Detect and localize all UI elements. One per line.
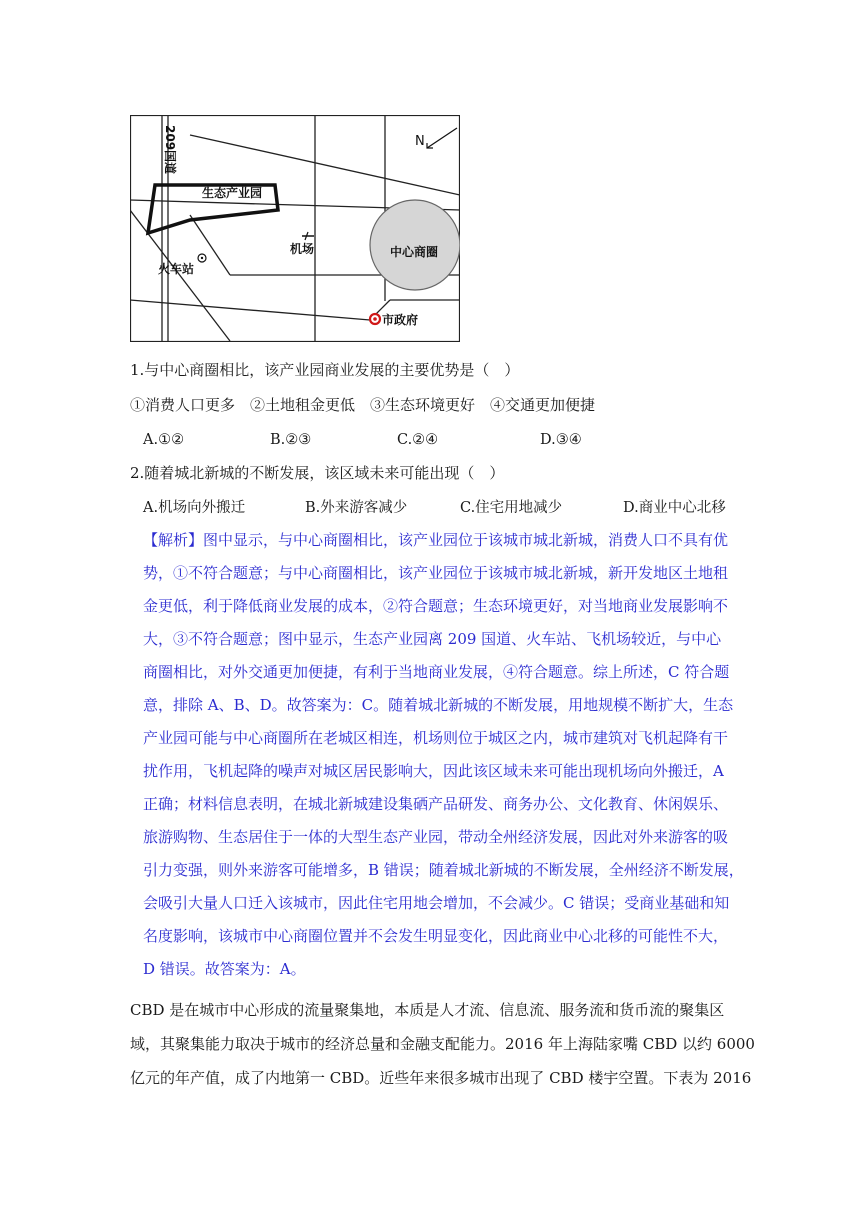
q1-option-b[interactable]: B.②③ <box>270 432 312 448</box>
analysis-line: 产业园可能与中心商圈所在老城区相连，机场则位于城区之内，城市建筑对飞机起降有干 <box>143 729 729 747</box>
q1-items: ①消费人口更多 ②土地租金更低 ③生态环境更好 ④交通更加便捷 <box>130 396 596 414</box>
q1-option-c[interactable]: C.②④ <box>397 432 439 448</box>
analysis-line: 大，③不符合题意；图中显示，生态产业园离 209 国道、火车站、飞机场较近，与中心 <box>143 630 722 648</box>
analysis-line: 旅游购物、生态居住于一体的大型生态产业园，带动全州经济发展，因此对外来游客的吸 <box>143 828 729 846</box>
analysis-line: 会吸引大量人口迁入该城市，因此住宅用地会增加，不会减少。C 错误；受商业基础和知 <box>143 894 730 912</box>
government-icon <box>370 314 380 324</box>
q2-option-b[interactable]: B.外来游客减少 <box>305 500 408 516</box>
q2-option-a[interactable]: A.机场向外搬迁 <box>143 500 246 516</box>
q1-options <box>130 430 750 450</box>
analysis-line: 意，排除 A、B、D。故答案为：C。随着城北新城的不断发展，用地规模不断扩大，生态 <box>143 696 734 714</box>
q1-option-d[interactable]: D.③④ <box>540 432 582 448</box>
government-label: 市政府 <box>382 313 419 327</box>
q2-options <box>130 498 750 518</box>
q2-option-c[interactable]: C.住宅用地减少 <box>460 500 563 516</box>
analysis-line: 扰作用，飞机起降的噪声对城区居民影响大，因此该区域未来可能出现机场向外搬迁，A <box>143 762 724 780</box>
cbd-paragraph-line: CBD 是在城市中心形成的流量聚集地，本质是人才流、信息流、服务流和货币流的聚集区 <box>130 1001 725 1019</box>
cbd-paragraph-line: 域，其聚集能力取决于城市的经济总量和金融支配能力。2016 年上海陆家嘴 CBD 以约 6000 <box>130 1035 755 1053</box>
analysis-line: 名度影响，该城市中心商圈位置并不会发生明显变化，因此商业中心北移的可能性不大， <box>143 927 729 945</box>
analysis-line: 【解析】图中显示，与中心商圈相比，该产业园位于该城市城北新城，消费人口不具有优 <box>143 531 729 549</box>
cbd-paragraph-line: 亿元的年产值，成了内地第一 CBD。近些年来很多城市出现了 CBD 楼宇空置。下表为 2016 <box>130 1069 752 1087</box>
station-icon <box>198 254 206 262</box>
q2-option-d[interactable]: D.商业中心北移 <box>623 500 726 516</box>
analysis-line: 商圈相比，对外交通更加便捷，有利于当地商业发展，④符合题意。综上所述，C 符合题 <box>143 663 730 681</box>
analysis-line: 势，①不符合题意；与中心商圈相比，该产业园位于该城市城北新城，新开发地区土地租 <box>143 564 729 582</box>
q1-option-a[interactable]: A.①② <box>143 432 185 448</box>
eco-park-label: 生态产业园 <box>202 186 263 200</box>
north-label: N <box>415 134 425 149</box>
q2-stem: 2.随着城北新城的不断发展，该区域未来可能出现（ ） <box>130 464 505 482</box>
station-label: 火车站 <box>158 262 195 276</box>
cbd-label: 中心商圈 <box>390 245 439 259</box>
airport-label: 机场 <box>290 242 315 256</box>
analysis-line: 正确；材料信息表明，在城北新城建设集硒产品研发、商务办公、文化教育、休闲娱乐、 <box>143 795 729 813</box>
analysis-line: 引力变强，则外来游客可能增多，B 错误；随着城北新城的不断发展，全州经济不断发展， <box>143 861 744 879</box>
analysis-line: D 错误。故答案为：A。 <box>143 960 306 978</box>
highway-label: 209国道 <box>163 125 177 175</box>
city-map-figure <box>130 115 460 342</box>
analysis-line: 金更低，利于降低商业发展的成本，②符合题意；生态环境更好，对当地商业发展影响不 <box>143 597 729 615</box>
q1-stem: 1.与中心商圈相比，该产业园商业发展的主要优势是（ ） <box>130 361 520 379</box>
